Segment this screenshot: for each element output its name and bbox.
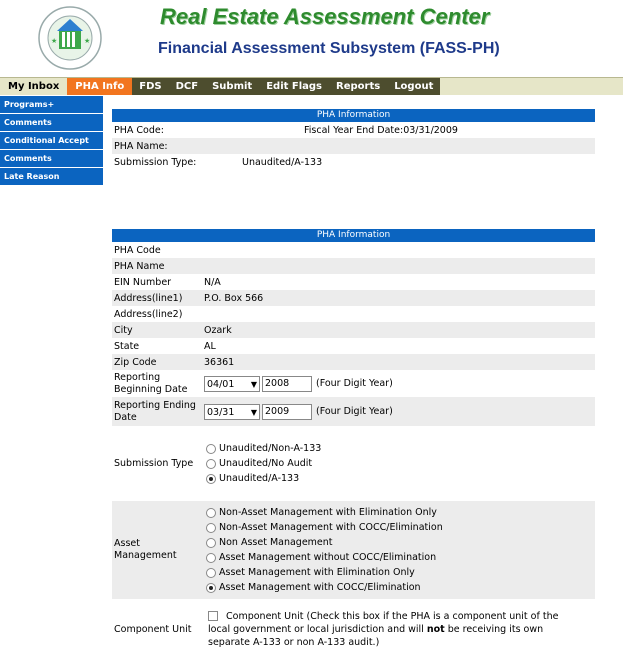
pha-name-label: PHA Name bbox=[114, 260, 165, 272]
begin-year-hint: (Four Digit Year) bbox=[316, 378, 393, 389]
city-value: Ozark bbox=[204, 324, 232, 336]
asset-option[interactable]: Non Asset Management bbox=[206, 535, 595, 550]
asset-option[interactable]: Non-Asset Management with Elimination Only bbox=[206, 505, 595, 520]
chevron-down-icon: ▼ bbox=[250, 379, 257, 389]
submission-option[interactable]: Unaudited/No Audit bbox=[206, 456, 595, 471]
end-date-label-1: Reporting Ending bbox=[114, 399, 196, 411]
svg-text:★: ★ bbox=[84, 37, 91, 45]
sidebar-item-conditional-accept[interactable]: Conditional Accept bbox=[0, 132, 103, 150]
asset-option[interactable]: Asset Management without COCC/Elimination bbox=[206, 550, 595, 565]
nav-fds[interactable]: FDS bbox=[139, 81, 162, 92]
end-year-input[interactable]: 2009 bbox=[262, 404, 312, 420]
submission-type-radio-group bbox=[204, 441, 595, 486]
end-date-label-2: Date bbox=[114, 411, 137, 423]
asset-management-radio-group bbox=[204, 505, 595, 595]
begin-date-label-1: Reporting bbox=[114, 371, 161, 383]
asset-option[interactable]: Asset Management with COCC/Elimination bbox=[206, 580, 595, 595]
submission-option[interactable]: Unaudited/Non-A-133 bbox=[206, 441, 595, 456]
radio-icon[interactable] bbox=[206, 553, 216, 563]
radio-icon[interactable] bbox=[206, 538, 216, 548]
sidebar-item-late-reason[interactable]: Late Reason bbox=[0, 168, 103, 186]
summary-pha-name-label: PHA Name: bbox=[114, 140, 168, 152]
zip-label: Zip Code bbox=[114, 356, 157, 368]
state-value: AL bbox=[204, 340, 216, 352]
address2-label: Address(line2) bbox=[114, 308, 183, 320]
radio-icon[interactable] bbox=[206, 508, 216, 518]
summary-fye-label: Fiscal Year End Date: bbox=[304, 124, 404, 136]
nav-pha-info[interactable]: PHA Info bbox=[67, 78, 132, 95]
form-header: PHA Information bbox=[112, 229, 595, 242]
top-nav bbox=[0, 77, 623, 95]
pha-code-label: PHA Code bbox=[114, 244, 161, 256]
nav-dcf[interactable]: DCF bbox=[175, 81, 199, 92]
pha-form-panel: PHA Information PHA Code PHA Name EIN Number N/A Address(line1) P.O. Box 566 Address(line2) City Ozark State AL Zip Code 36361 Reporting Beginning Date 04/01 ▼ 2008 (Four Digit Year) Reporting Ending Date 03/31 ▼ 2009 (Four Digit Year) Submission Type Unaudited/Non-A-133 Unaudited/No Audit Unaudited/A-133 Asset Management Non-Asset Management with Elimination Only Non-Asset Management with COCC/Elimination Non Asset Management Asset Management without COCC/Elimination Asset Management with Elimination Only Asset Management with COCC/Elimination Component Unit Component Unit (Check this box if the PHA is a component unit of the local government or local jurisdiction and will not be receiving its own separate A-133 or non A-133 audit.) bbox=[112, 229, 595, 659]
asset-management-label-1: Asset bbox=[114, 538, 140, 549]
app-subtitle: Financial Assessment Subsystem (FASS-PH) bbox=[158, 40, 500, 57]
chevron-down-icon: ▼ bbox=[250, 407, 257, 417]
summary-fye-value: 03/31/2009 bbox=[403, 124, 458, 136]
component-unit-text-3: separate A-133 or non A-133 audit.) bbox=[208, 636, 380, 648]
summary-pha-code-label: PHA Code: bbox=[114, 124, 164, 136]
nav-submit[interactable]: Submit bbox=[212, 81, 253, 92]
zip-value: 36361 bbox=[204, 356, 235, 368]
state-label: State bbox=[114, 340, 140, 352]
sidebar-item-comments[interactable]: Comments bbox=[0, 114, 103, 132]
submission-type-label: Submission Type bbox=[114, 458, 194, 469]
address1-label: Address(line1) bbox=[114, 292, 183, 304]
hud-seal-icon bbox=[35, 5, 105, 71]
summary-submission-value: Unaudited/A-133 bbox=[242, 156, 323, 168]
nav-edit-flags[interactable]: Edit Flags bbox=[266, 81, 322, 92]
component-unit-checkbox[interactable] bbox=[208, 611, 218, 621]
sidebar-item-comments-2[interactable]: Comments bbox=[0, 150, 103, 168]
component-unit-text-1: Component Unit (Check this box if the PHA is a component unit of the bbox=[226, 610, 559, 622]
nav-my-inbox[interactable]: My Inbox bbox=[8, 81, 60, 92]
radio-icon[interactable] bbox=[206, 568, 216, 578]
nav-reports[interactable]: Reports bbox=[336, 81, 381, 92]
radio-icon[interactable] bbox=[206, 523, 216, 533]
svg-text:★: ★ bbox=[51, 37, 58, 45]
ein-value: N/A bbox=[204, 276, 221, 288]
asset-option[interactable]: Non-Asset Management with COCC/Elimination bbox=[206, 520, 595, 535]
summary-header: PHA Information bbox=[112, 109, 595, 122]
begin-month-select[interactable]: 04/01 ▼ bbox=[204, 376, 260, 392]
sidebar-item-programs[interactable]: Programs+ bbox=[0, 96, 103, 114]
asset-option[interactable]: Asset Management with Elimination Only bbox=[206, 565, 595, 580]
sidebar bbox=[0, 96, 103, 186]
radio-selected-icon[interactable] bbox=[206, 583, 216, 593]
radio-icon[interactable] bbox=[206, 444, 216, 454]
end-month-select[interactable]: 03/31 ▼ bbox=[204, 404, 260, 420]
summary-panel bbox=[112, 109, 595, 170]
end-year-hint: (Four Digit Year) bbox=[316, 406, 393, 417]
hud-logo bbox=[35, 5, 105, 71]
submission-option[interactable]: Unaudited/A-133 bbox=[206, 471, 595, 486]
nav-logout[interactable]: Logout bbox=[394, 81, 434, 92]
component-unit-label: Component Unit bbox=[114, 623, 192, 635]
asset-management-label-2: Management bbox=[114, 550, 177, 561]
begin-date-label-2: Beginning Date bbox=[114, 383, 188, 395]
app-title: Real Estate Assessment Center bbox=[160, 4, 490, 29]
summary-submission-label: Submission Type: bbox=[114, 156, 197, 168]
begin-year-input[interactable]: 2008 bbox=[262, 376, 312, 392]
address1-value: P.O. Box 566 bbox=[204, 292, 264, 304]
city-label: City bbox=[114, 324, 133, 336]
radio-selected-icon[interactable] bbox=[206, 474, 216, 484]
radio-icon[interactable] bbox=[206, 459, 216, 469]
ein-label: EIN Number bbox=[114, 276, 172, 288]
